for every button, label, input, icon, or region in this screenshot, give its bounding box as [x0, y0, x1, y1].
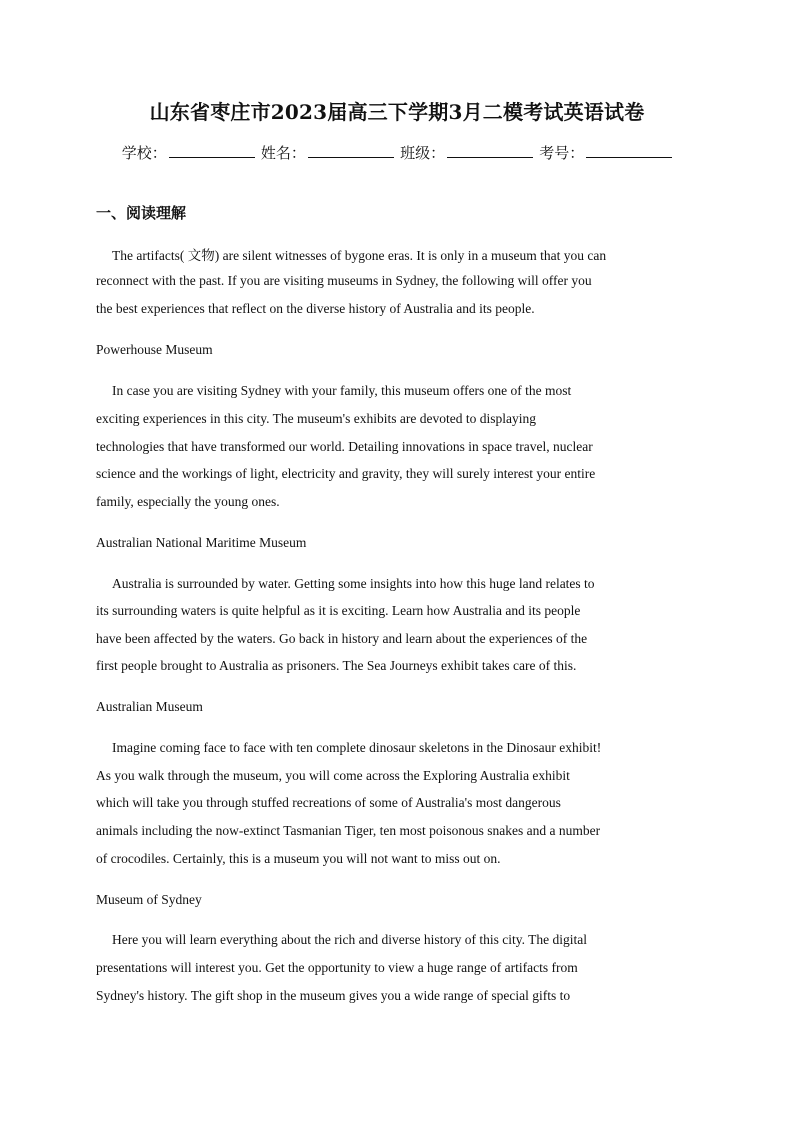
passage-line: the best experiences that reflect on the diverse history of Australia and its people.	[96, 301, 535, 316]
museum-heading: Museum of Sydney	[96, 892, 202, 907]
passage-line: of crocodiles. Certainly, this is a museum you will not want to miss out on.	[96, 851, 501, 866]
museum-heading: Powerhouse Museum	[96, 342, 213, 357]
museum-heading: Australian National Maritime Museum	[96, 535, 307, 550]
passage-line: family, especially the young ones.	[96, 494, 280, 509]
passage-line: exciting experiences in this city. The museum's exhibits are devoted to displaying	[96, 411, 536, 426]
passage-line: which will take you through stuffed recreations of some of Australia's most dangerous	[96, 795, 561, 810]
passage-line: Here you will learn everything about the rich and diverse history of this city. The digital	[112, 932, 587, 947]
passage-line: Imagine coming face to face with ten complete dinosaur skeletons in the Dinosaur exhibit!	[112, 740, 602, 755]
passage-line: Sydney's history. The gift shop in the museum gives you a wide range of special gifts to	[96, 988, 571, 1003]
exam-number-field[interactable]: 考号：	[539, 142, 672, 163]
passage-line: As you walk through the museum, you will come across the Exploring Australia exhibit	[96, 768, 570, 783]
passage-line: reconnect with the past. If you are visiting museums in Sydney, the following will offer you	[96, 273, 592, 288]
passage-line: presentations will interest you. Get the opportunity to view a huge range of artifacts from	[96, 960, 578, 975]
passage-line: have been affected by the waters. Go back in history and learn about the experiences of the	[96, 631, 588, 646]
passage-line: Australia is surrounded by water. Getting some insights into how this huge land relates to	[112, 576, 595, 591]
section-heading: 一、阅读理解	[96, 204, 187, 222]
exam-title: 山东省枣庄市2023届高三下学期3月二模考试英语试卷	[149, 100, 645, 124]
passage-line: animals including the now-extinct Tasmanian Tiger, ten most poisonous snakes and a number	[96, 823, 601, 838]
passage-line: its surrounding waters is quite helpful as it is exciting. Learn how Australia and its people	[96, 603, 581, 618]
passage-line: science and the workings of light, electricity and gravity, they will surely interest your entire	[96, 466, 596, 481]
class-field[interactable]: 班级：	[400, 142, 533, 163]
student-info-row	[0, 142, 794, 163]
name-field[interactable]: 姓名：	[261, 142, 394, 163]
school-field[interactable]: 学校：	[122, 142, 255, 163]
museum-heading: Australian Museum	[96, 699, 203, 714]
passage-line: technologies that have transformed our world. Detailing innovations in space travel, nuclear	[96, 439, 593, 454]
passage-line: first people brought to Australia as prisoners. The Sea Journeys exhibit takes care of this.	[96, 658, 577, 673]
passage-line: The artifacts( 文物) are silent witnesses of bygone eras. It is only in a museum that you can	[112, 248, 607, 263]
passage-line: In case you are visiting Sydney with your family, this museum offers one of the most	[112, 383, 572, 398]
